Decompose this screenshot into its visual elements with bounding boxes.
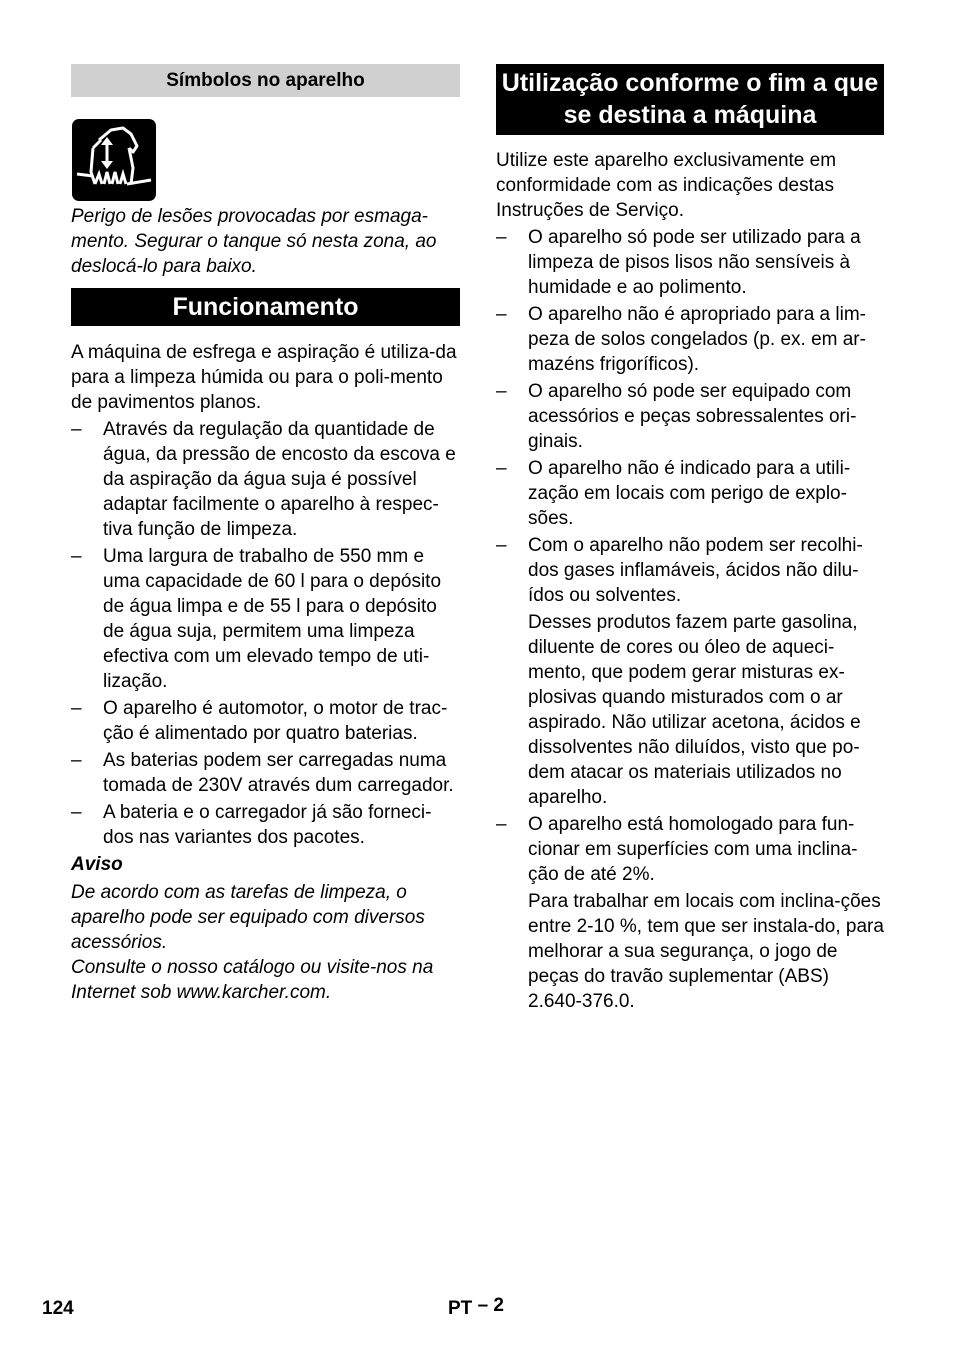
list-item-continuation: Desses produtos fazem parte gasolina, diluente de cores ou óleo de aqueci-mento, que podem gerar misturas ex-plosivas quando misturados com o ar aspirado. Não utilizar acetona, ácidos e dissolventes não diluídos, visto que po-dem atacar os materiais utilizados no aparelho. [528, 612, 861, 808]
list-item-continuation: Para trabalhar em locais com inclina-ções entre 2-10 %, tem que ser instala-do, para melhorar a sua segurança, o jogo de peças do travão suplementar (ABS) 2.640-376.0. [528, 891, 884, 1012]
right-column [496, 64, 884, 1014]
page-ref: – 2 [477, 1295, 504, 1316]
usage-list [496, 225, 884, 608]
crush-hazard-hand-icon [71, 118, 157, 202]
list-item: – As baterias podem ser carregadas numa tomada de 230V através dum carregador. [71, 750, 454, 796]
feature-list [71, 417, 460, 850]
section-title-funcionamento: Funcionamento [71, 288, 460, 326]
intro-paragraph: Utilize este aparelho exclusivamente em conformidade com as indicações destas Instruções de Serviço. [496, 150, 837, 221]
list-item: – O aparelho não é apropriado para a lim-peza de solos congelados (p. ex. em ar-mazéns frigoríficos). [496, 304, 866, 375]
footer-language: PT – 2 [448, 1295, 504, 1319]
usage-list-continued [496, 812, 884, 887]
list-item: – Uma largura de trabalho de 550 mm e uma capacidade de 60 l para o depósito de água limpa e de 55 l para o depósito de água suja, permitem uma limpeza efectiva com um elevado tempo de uti-lização. [71, 546, 442, 692]
list-item: – O aparelho só pode ser utilizado para a limpeza de pisos lisos não sensíveis à humidade e ao polimento. [496, 227, 861, 298]
page-number: 124 [42, 1298, 74, 1319]
list-item: – A bateria e o carregador já são forneci-dos nas variantes dos pacotes. [71, 802, 432, 848]
symbol-caption: Perigo de lesões provocadas por esmaga-mento. Segurar o tanque só nesta zona, ao deslocá-lo para baixo. [71, 206, 437, 277]
note-text: De acordo com as tarefas de limpeza, o aparelho pode ser equipado com diversos acessórios. [71, 882, 425, 953]
list-item: – O aparelho só pode ser equipado com acessórios e peças sobressalentes ori-ginais. [496, 381, 857, 452]
section-title-utilizacao: Utilização conforme o fim a que se destina a máquina [496, 64, 884, 135]
note-heading: Aviso [71, 854, 123, 875]
intro-paragraph: A máquina de esfrega e aspiração é utiliza-da para a limpeza húmida ou para o poli-mento de pavimentos planos. [71, 342, 457, 413]
symbols-heading: Símbolos no aparelho [71, 64, 460, 97]
list-item: – Através da regulação da quantidade de água, da pressão de encosto da escova e da aspiração da água suja é possível adaptar facilmente o aparelho à respec-tiva função de limpeza. [71, 419, 456, 540]
note-text-link: Consulte o nosso catálogo ou visite-nos na Internet sob www.karcher.com. [71, 957, 434, 1003]
left-column [71, 64, 460, 1005]
list-item: – O aparelho é automotor, o motor de trac-ção é alimentado por quatro baterias. [71, 698, 448, 744]
list-item: – O aparelho está homologado para fun-cionar em superfícies com uma inclina-ção de até 2%. [496, 814, 858, 885]
list-item: – Com o aparelho não podem ser recolhi-dos gases inflamáveis, ácidos não dilu-ídos ou solventes. [496, 535, 863, 606]
list-item: – O aparelho não é indicado para a utili-zação em locais com perigo de explo-sões. [496, 458, 851, 529]
